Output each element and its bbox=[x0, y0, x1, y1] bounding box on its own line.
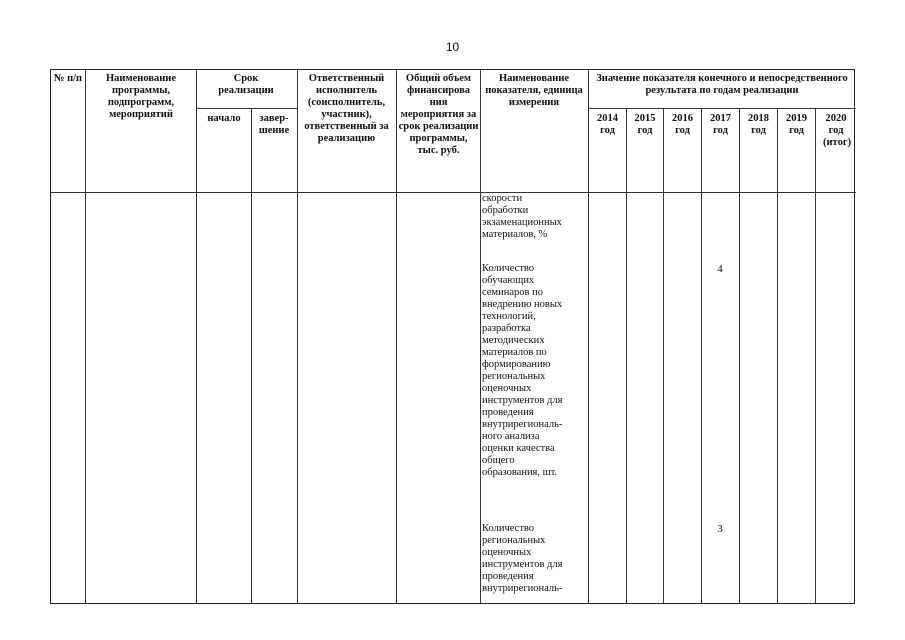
col-divider bbox=[777, 108, 778, 603]
header-bottom-line bbox=[51, 192, 856, 193]
col-divider bbox=[588, 70, 589, 603]
indicator-value-2017: 3 bbox=[717, 523, 723, 535]
header-year-2016: 2016 год bbox=[672, 113, 693, 136]
col-divider bbox=[739, 108, 740, 603]
header-period-end: завер-шение bbox=[258, 113, 290, 136]
header-values-group: Значение показателя конечного и непосредственного результата по годам реализации bbox=[596, 73, 848, 96]
header-year-2014: 2014 год bbox=[597, 113, 618, 136]
header-funding: Общий объем финансирова ния мероприятия за срок реализации программы, тыс. руб. bbox=[398, 73, 479, 156]
indicator-text: Количество обучающих семинаров по внедрению новых технологий, разработка методических материалов по формированию региональных оценочных инструментов для проведения внутрирегиональ- ного анализа оценки качества общего образования, шт. bbox=[482, 263, 563, 478]
col-divider bbox=[396, 70, 397, 603]
header-period: Срок реализации bbox=[218, 73, 274, 96]
header-indicator: Наименование показателя, единица измерения bbox=[485, 73, 583, 108]
col-divider bbox=[480, 70, 481, 603]
indicator-text: скорости обработки экзаменационных материалов, % bbox=[482, 193, 562, 240]
header-name: Наименование программы, подпрограмм, мероприятий bbox=[106, 73, 176, 120]
col-divider bbox=[251, 108, 252, 603]
header-num: № п/п bbox=[53, 73, 83, 84]
indicators-table bbox=[50, 69, 855, 604]
row-divider bbox=[588, 108, 856, 109]
header-year-2020: 2020 год (итог) bbox=[823, 113, 852, 148]
col-divider bbox=[297, 70, 298, 603]
indicator-text: Количество региональных оценочных инструментов для проведения внутрирегиональ- bbox=[482, 523, 563, 594]
col-divider bbox=[663, 108, 664, 603]
col-divider bbox=[815, 108, 816, 603]
header-year-2019: 2019 год bbox=[786, 113, 807, 136]
header-responsible: Ответственный исполнитель (соисполнитель, участник), ответственный за реализацию bbox=[304, 73, 389, 144]
header-period-start: начало bbox=[207, 113, 241, 124]
row-divider bbox=[196, 108, 297, 109]
col-divider bbox=[85, 70, 86, 603]
header-year-2015: 2015 год bbox=[634, 113, 656, 136]
header-year-2017: 2017 год bbox=[710, 113, 731, 136]
header-year-2018: 2018 год bbox=[748, 113, 769, 136]
col-divider bbox=[626, 108, 627, 603]
indicator-value-2017: 4 bbox=[717, 263, 723, 275]
page-number: 10 bbox=[445, 40, 460, 54]
col-divider bbox=[196, 70, 197, 603]
